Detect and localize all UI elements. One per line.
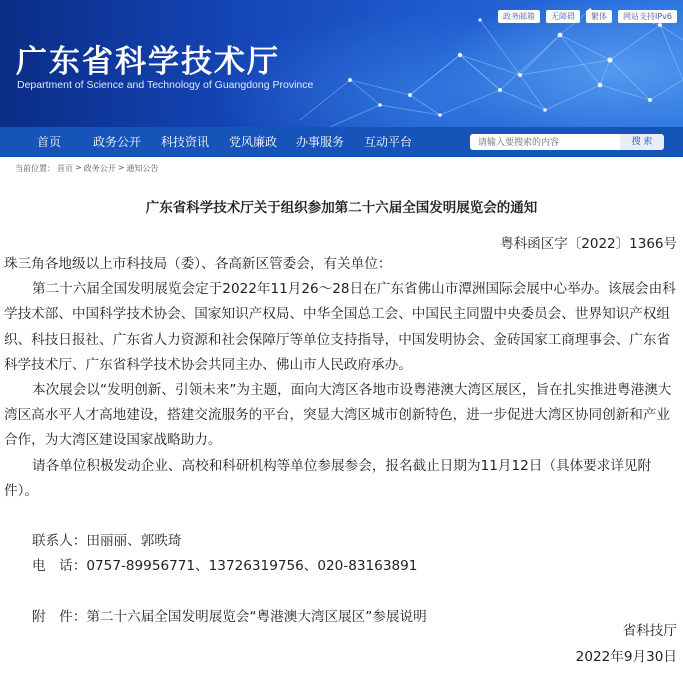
breadcrumb-prefix: 当前位置： bbox=[15, 164, 55, 173]
signature-block bbox=[576, 618, 677, 670]
nav-sci-tech-news[interactable]: 科技资讯 bbox=[161, 135, 210, 149]
nav-home[interactable]: 首页 bbox=[37, 135, 62, 149]
top-links bbox=[498, 10, 677, 23]
breadcrumb-separator: > bbox=[75, 163, 82, 172]
nav-interaction[interactable]: 互动平台 bbox=[364, 135, 413, 149]
spacer bbox=[4, 580, 680, 605]
header-banner bbox=[0, 0, 683, 127]
article-title: 广东省科学技术厅关于组织参加第二十六届全国发明展览会的通知 bbox=[145, 200, 538, 216]
gov-mail-link[interactable]: 政务邮箱 bbox=[498, 10, 540, 23]
salutation: 珠三角各地级以上市科技局（委）、各高新区管委会，有关单位： bbox=[4, 256, 392, 272]
signature-date: 2022年9月30日 bbox=[575, 649, 677, 665]
nav-integrity[interactable]: 党风廉政 bbox=[229, 135, 278, 149]
signature-org: 省科技厅 bbox=[622, 623, 677, 639]
nav-services[interactable]: 办事服务 bbox=[296, 135, 345, 149]
breadcrumb-gov-affairs[interactable]: 政务公开 bbox=[83, 164, 116, 173]
breadcrumb-notices[interactable]: 通知公告 bbox=[126, 164, 159, 173]
paragraph-theme: 本次展会以“发明创新、引领未来”为主题，面向大湾区各地市设粤港澳大湾区展区，旨在扎实推进粤港澳大湾区高水平人才高地建设，搭建交流服务的平台，突显大湾区城市创新特色，进一步促进大湾区协同创新和产业合作，为大湾区建设国家战略助力。 bbox=[4, 382, 672, 449]
ipv6-support-link[interactable]: 网站支持IPv6 bbox=[618, 10, 677, 23]
article-body bbox=[4, 252, 680, 630]
breadcrumb bbox=[15, 163, 158, 174]
phone-line: 电 话：0757-89956771、13726319756、020-83163891 bbox=[32, 558, 418, 575]
document-number: 粤科函区字〔2022〕1366号 bbox=[500, 236, 677, 252]
site-subtitle: Department of Science and Technology of Guangdong Province bbox=[17, 79, 314, 91]
paragraph-registration: 请各单位积极发动企业、高校和科研机构等单位参展参会，报名截止日期为11月12日（具体要求详见附件）。 bbox=[4, 457, 652, 499]
search-input[interactable] bbox=[470, 134, 636, 150]
site-title: 广东省科学技术厅 bbox=[16, 44, 280, 80]
breadcrumb-home[interactable]: 首页 bbox=[57, 164, 73, 173]
traditional-chinese-link[interactable]: 繁体 bbox=[586, 10, 612, 23]
paragraph-exhibition-info: 第二十六届全国发明展览会定于2022年11月26～28日在广东省佛山市潭洲国际会展中心举办。该展会由科学技术部、中国科学技术协会、国家知识产权局、中华全国总工会、中国民主同盟中央委员会、世界知识产权组织、科技日报社、广东省人力资源和社会保障厅等单位支持指导，中国发明协会、金砖国家工商理事会、广东省科学技术厅、广东省科学技术协会共同主办、佛山市人民政府承办。 bbox=[4, 281, 676, 373]
search-button[interactable]: 搜 索 bbox=[620, 134, 664, 150]
contact-line: 联系人：田丽丽、郭昳琦 bbox=[32, 533, 182, 550]
nav-gov-affairs[interactable]: 政务公开 bbox=[93, 135, 142, 149]
spacer bbox=[4, 504, 680, 529]
accessibility-link[interactable]: 无障碍 bbox=[546, 10, 580, 23]
attachment-line[interactable]: 附 件：第二十六届全国发明展览会“粤港澳大湾区展区”参展说明 bbox=[32, 608, 427, 625]
breadcrumb-separator: > bbox=[117, 163, 125, 172]
